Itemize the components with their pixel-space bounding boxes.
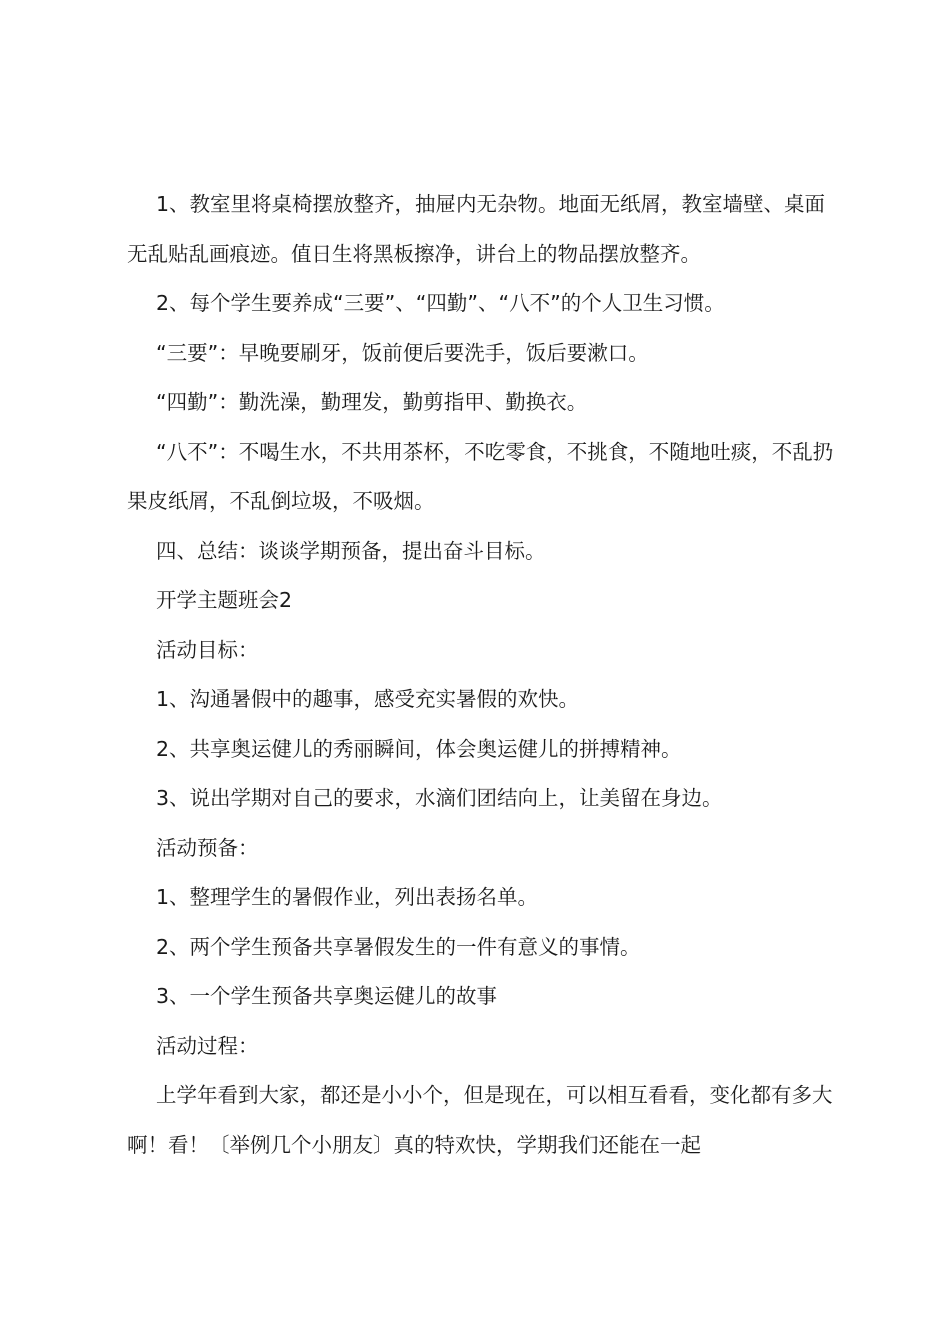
paragraph-four-diligences: “四勤”：勤洗澡，勤理发，勤剪指甲、勤换衣。 bbox=[156, 390, 588, 414]
prep-item-1: 1、整理学生的暑假作业，列出表扬名单。 bbox=[156, 885, 539, 909]
prep-item-2: 2、两个学生预备共享暑假发生的一件有意义的事情。 bbox=[156, 934, 641, 959]
paragraph-eight-donts: “八不”：不喝生水，不共用茶杯，不吃零食，不挑食，不随地吐痰，不乱扔果皮纸屑，不乱倒垃圾，不吸烟。 bbox=[127, 439, 834, 513]
section-heading-class-meeting-2: 开学主题班会2 bbox=[156, 588, 293, 612]
paragraph-hygiene-habits: 2、每个学生要养成“三要”、“四勤”、“八不”的个人卫生习惯。 bbox=[156, 291, 725, 315]
prep-item-3: 3、一个学生预备共享奥运健儿的故事 bbox=[156, 984, 498, 1008]
goal-item-1: 1、沟通暑假中的趣事，感受充实暑假的欢快。 bbox=[156, 687, 580, 711]
goal-item-2: 2、共享奥运健儿的秀丽瞬间，体会奥运健儿的拼搏精神。 bbox=[156, 736, 682, 761]
paragraph-summary: 四、总结：谈谈学期预备，提出奋斗目标。 bbox=[156, 538, 546, 563]
paragraph-process-intro: 上学年看到大家，都还是小小个，但是现在，可以相互看看，变化都有多大啊！看！〔举例几个小朋友〕真的特欢快，学期我们还能在一起 bbox=[127, 1083, 833, 1157]
document-body bbox=[127, 180, 837, 1170]
goal-item-3: 3、说出学期对自己的要求，水滴们团结向上，让美留在身边。 bbox=[156, 786, 723, 810]
heading-activity-goals: 活动目标： bbox=[156, 637, 259, 662]
paragraph-classroom-tidy: 1、教室里将桌椅摆放整齐，抽屉内无杂物。地面无纸屑，教室墙壁、桌面无乱贴乱画痕迹。值日生将黑板擦净，讲台上的物品摆放整齐。 bbox=[127, 192, 826, 266]
heading-activity-process: 活动过程： bbox=[156, 1033, 259, 1058]
paragraph-three-musts: “三要”：早晚要刷牙，饭前便后要洗手，饭后要漱口。 bbox=[156, 340, 649, 365]
heading-activity-preparation: 活动预备： bbox=[156, 835, 259, 860]
